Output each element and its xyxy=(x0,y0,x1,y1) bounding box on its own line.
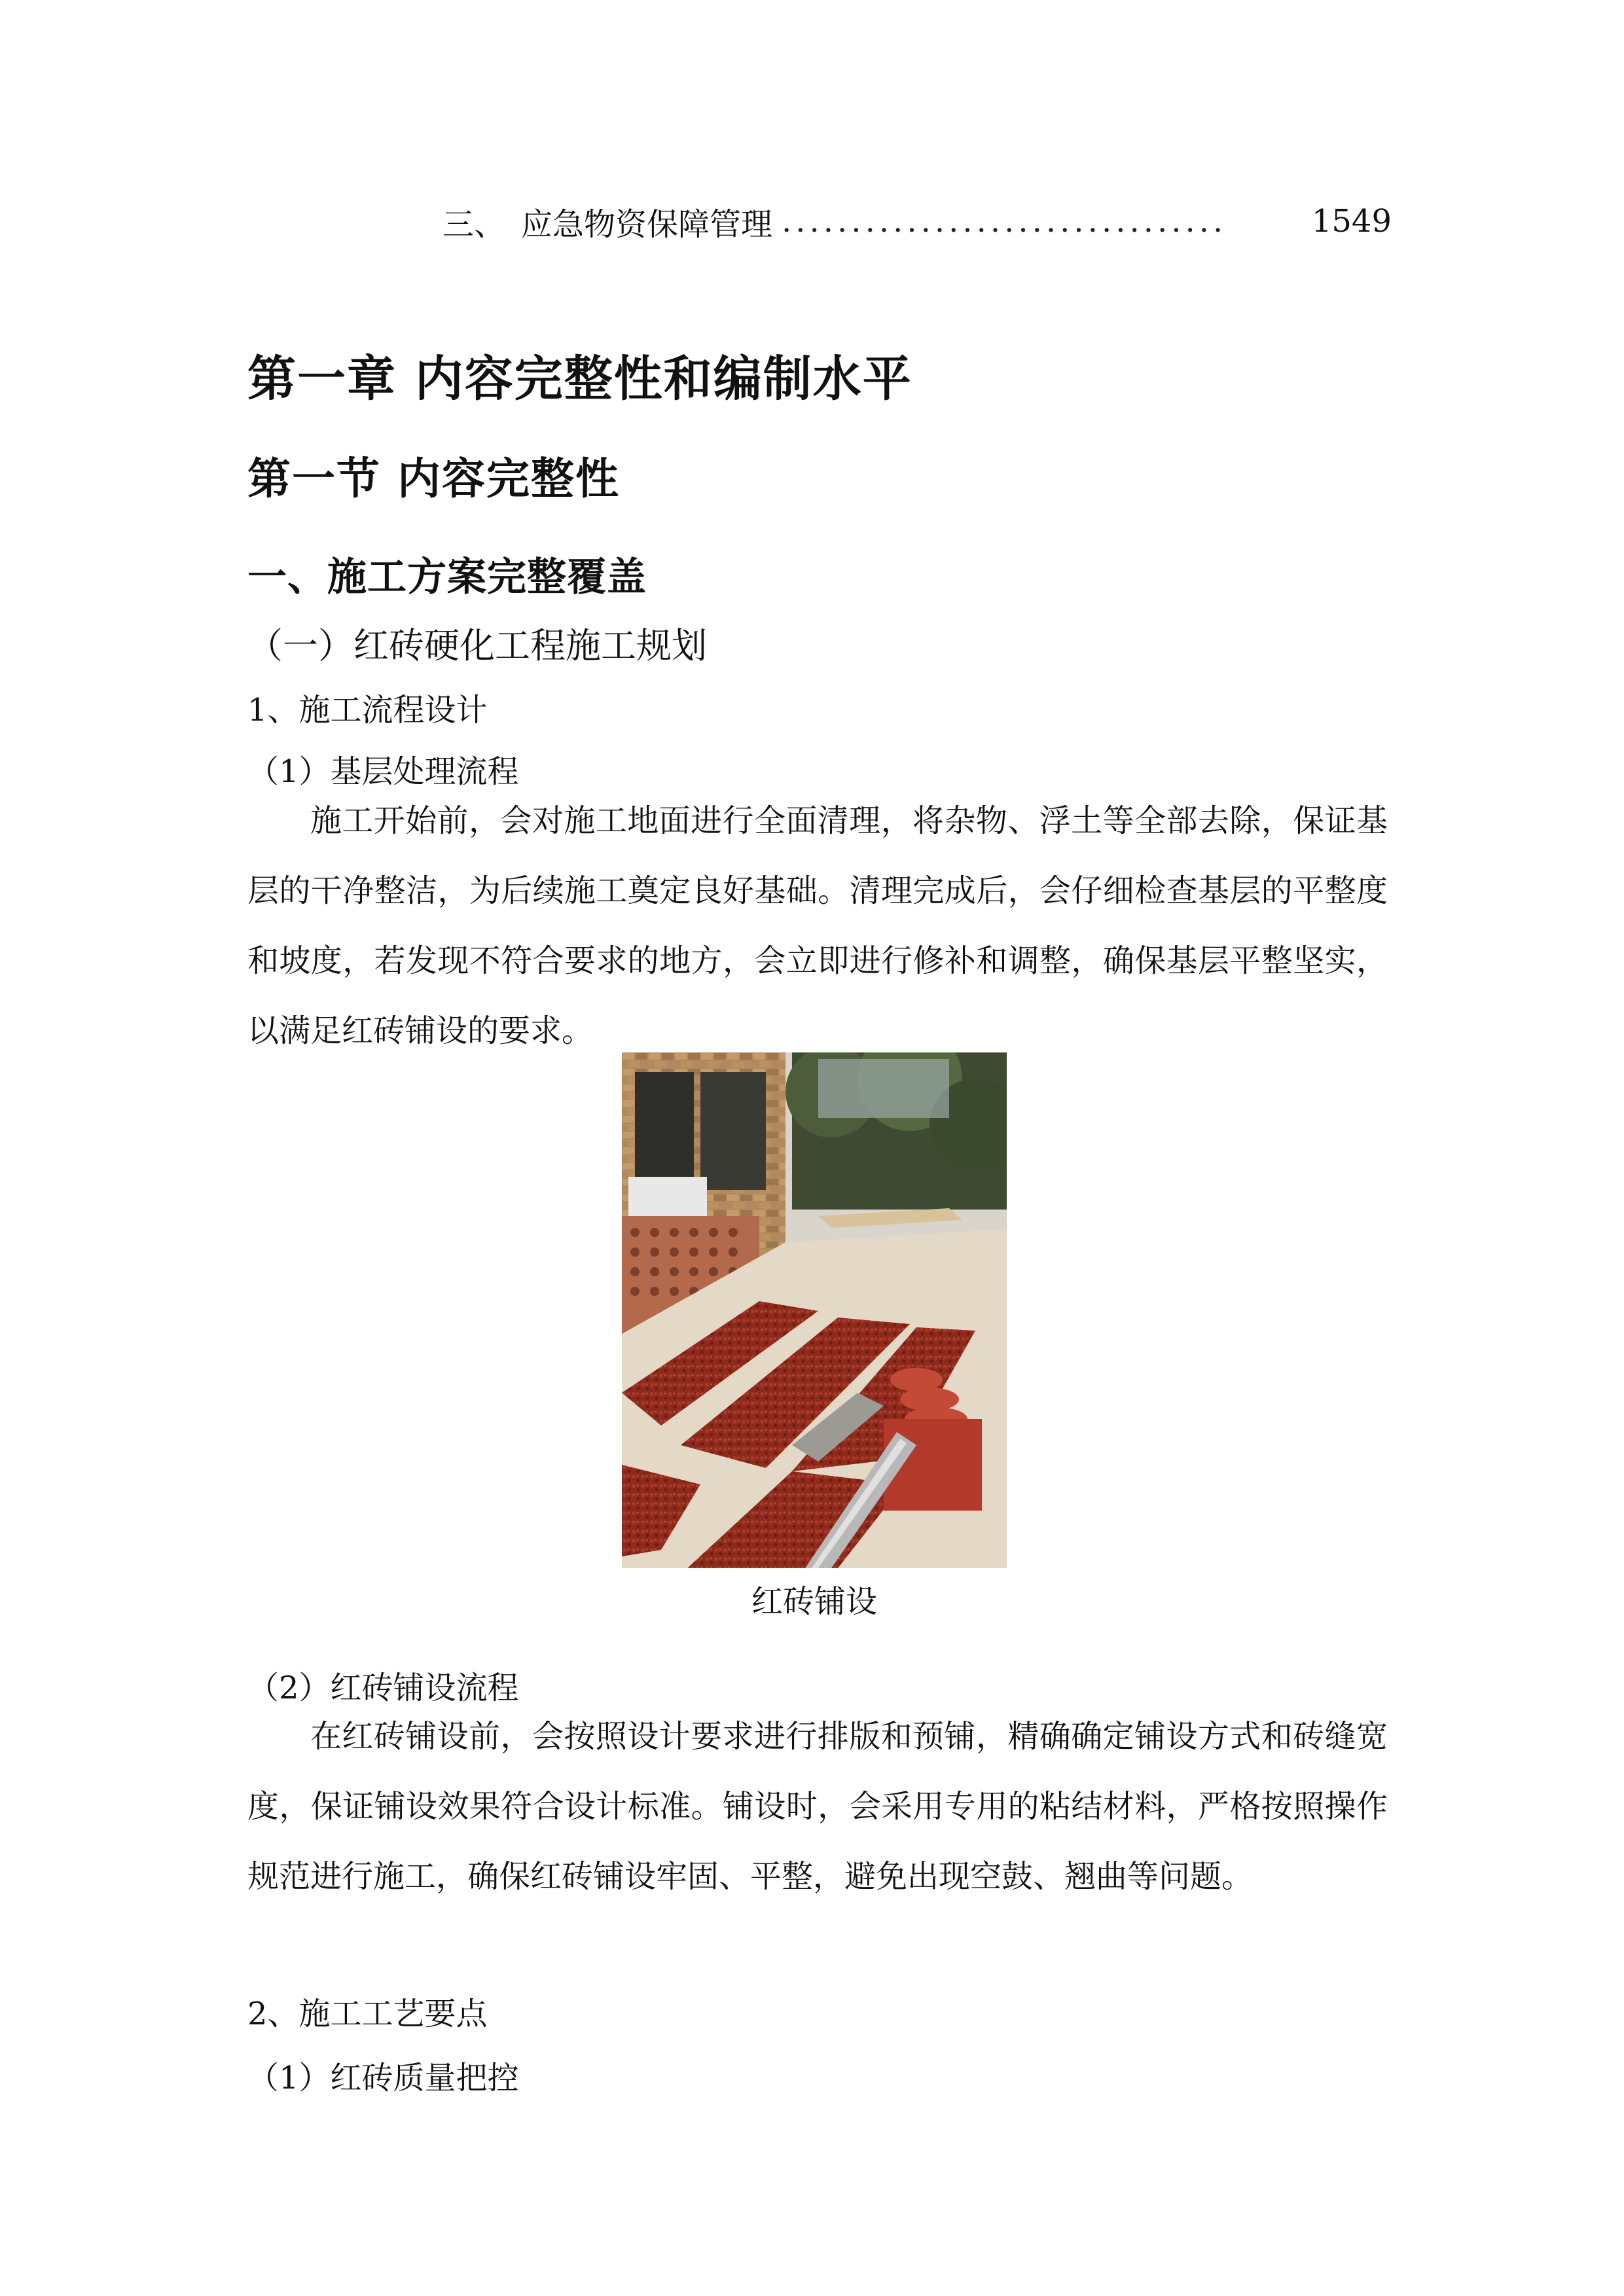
body-paragraph: 在红砖铺设前，会按照设计要求进行排版和预铺，精确确定铺设方式和砖缝宽度，保证铺设效果符合设计标准。铺设时，会采用专用的粘结材料，严格按照操作规范进行施工，确保红砖铺设牢固、平整，避免出现空鼓、翘曲等问题。 xyxy=(247,1718,1388,1895)
sub-item-heading: （1）红砖质量把控 xyxy=(247,2060,519,2096)
body-paragraph: 施工开始前，会对施工地面进行全面清理，将杂物、浮土等全部去除，保证基层的干净整洁，为后续施工奠定良好基础。清理完成后，会仔细检查基层的平整度和坡度，若发现不符合要求的地方，会立即进行修补和调整，确保基层平整坚实，以满足红砖铺设的要求。 xyxy=(247,802,1388,1049)
chapter-title: 第一章 内容完整性和编制水平 xyxy=(247,351,912,407)
toc-entry[interactable] xyxy=(442,195,1392,247)
section-title: 第一节 内容完整性 xyxy=(247,454,620,504)
item-heading: 1、施工流程设计 xyxy=(247,692,488,728)
brick-paving-photo xyxy=(622,1052,1007,1568)
sub-item-heading: （2）红砖铺设流程 xyxy=(247,1670,519,1706)
toc-entry-page: 1549 xyxy=(1311,203,1392,240)
sub-subsection-title: （一）红砖硬化工程施工规划 xyxy=(247,625,707,666)
toc-dot-leader: ................................ xyxy=(782,203,1227,240)
sub-item-heading: （1）基层处理流程 xyxy=(247,753,519,790)
toc-entry-title: 应急物资保障管理 xyxy=(521,206,773,243)
subsection-title: 一、施工方案完整覆盖 xyxy=(247,554,647,600)
item-heading: 2、施工工艺要点 xyxy=(247,1996,488,2032)
figure-caption: 红砖铺设 xyxy=(751,1583,877,1620)
toc-entry-number: 三、 xyxy=(442,206,506,243)
